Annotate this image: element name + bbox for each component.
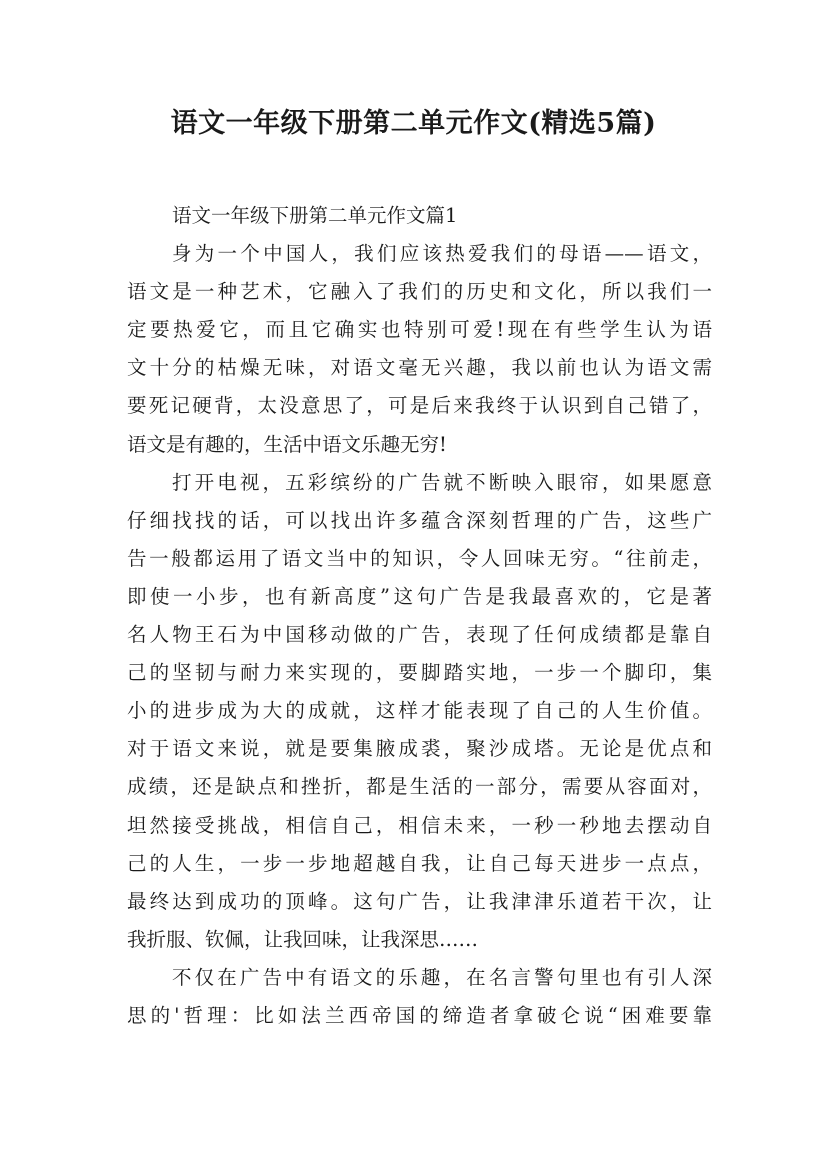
paragraph-line: 思的'哲理：比如法兰西帝国的缔造者拿破仑说“困难要靠 — [127, 1003, 712, 1027]
paragraph-line: 语文是有趣的，生活中语文乐趣无穷! — [127, 432, 447, 456]
section-heading: 语文一年级下册第二单元作文篇1 — [172, 204, 458, 227]
paragraph-line: 对于语文来说，就是要集腋成裘，聚沙成塔。无论是优点和 — [127, 737, 712, 761]
paragraph-line: 语文是一种艺术，它融入了我们的历史和文化，所以我们一 — [127, 280, 712, 304]
paragraph-line: 己的人生，一步一步地超越自我，让自己每天进步一点点， — [127, 851, 712, 875]
paragraph-line: 成绩，还是缺点和挫折，都是生活的一部分，需要从容面对， — [127, 775, 712, 799]
paragraph-line: 文十分的枯燥无味，对语文毫无兴趣，我以前也认为语文需 — [127, 356, 712, 380]
paragraph-line: 小的进步成为大的成就，这样才能表现了自己的人生价值。 — [127, 699, 712, 723]
document-body — [127, 197, 712, 1035]
paragraph-line: 名人物王石为中国移动做的广告，表现了任何成绩都是靠自 — [127, 623, 712, 647]
paragraph-line: 己的坚韧与耐力来实现的，要脚踏实地，一步一个脚印，集 — [127, 661, 712, 685]
paragraph-line: 告一般都运用了语文当中的知识，令人回味无穷。“往前走， — [127, 546, 712, 570]
paragraph-line: 我折服、钦佩，让我回味，让我深思…… — [127, 927, 479, 951]
paragraph-line: 打开电视，五彩缤纷的广告就不断映入眼帘，如果愿意 — [172, 470, 712, 494]
paragraph-line: 最终达到成功的顶峰。这句广告，让我津津乐道若干次，让 — [127, 889, 712, 913]
paragraph-line: 仔细找找的话，可以找出许多蕴含深刻哲理的广告，这些广 — [127, 508, 712, 532]
paragraph-line: 不仅在广告中有语文的乐趣，在名言警句里也有引人深 — [172, 965, 712, 989]
paragraph-line: 要死记硬背，太没意思了，可是后来我终于认识到自己错了， — [127, 394, 712, 418]
paragraph-line: 即使一小步，也有新高度”这句广告是我最喜欢的，它是著 — [127, 584, 712, 608]
paragraph-line: 定要热爱它，而且它确实也特别可爱!现在有些学生认为语 — [127, 318, 712, 342]
paragraph-line: 身为一个中国人，我们应该热爱我们的母语——语文， — [172, 242, 712, 266]
document-title: 语文一年级下册第二单元作文(精选5篇) — [170, 108, 657, 139]
paragraph-line: 坦然接受挑战，相信自己，相信未来，一秒一秒地去摆动自 — [127, 813, 712, 837]
